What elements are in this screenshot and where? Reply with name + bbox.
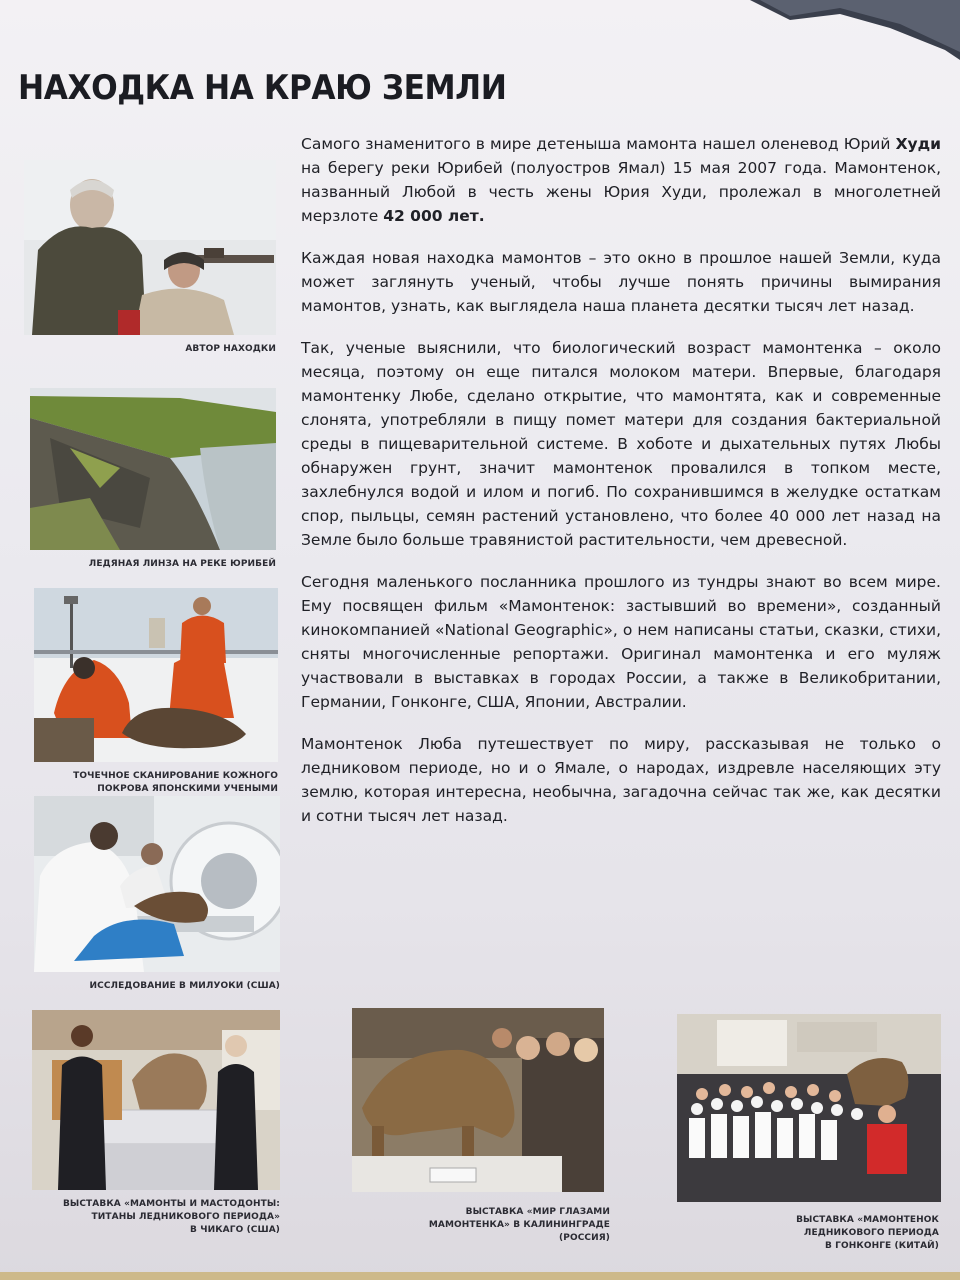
caption-milwaukee: ИССЛЕДОВАНИЕ В МИЛУОКИ (США) (89, 981, 280, 991)
caption-hongkong: ВЫСТАВКА «МАМОНТЕНОК ЛЕДНИКОВОГО ПЕРИОДА В ГОНКОНГЕ (КИТАЙ) (796, 1215, 939, 1251)
paragraph-1: Самого знаменитого в мире детеныша мамонта нашел оленевод Юрий Худи на берегу реки Юрибей (полуостров Ямал) 15 мая 2007 года. Мамонтенок, названный Любой в честь жены Юрия Худи, пролежал в многолетней мерзлоте 42 000 лет. (301, 135, 941, 225)
paragraph-2: Каждая новая находка мамонтов – это окно в прошлое нашей Земли, куда может заглянуть ученый, чтобы лучше понять причины вымирания мамонтов, узнать, как выглядела наша планета десятки тысяч лет назад. (301, 249, 941, 315)
caption-chicago: ВЫСТАВКА «МАМОНТЫ И МАСТОДОНТЫ: ТИТАНЫ ЛЕДНИКОВОГО ПЕРИОДА» В ЧИКАГО (США) (62, 1199, 280, 1235)
photo-kaliningrad (352, 1008, 604, 1192)
photo-ice-lens (30, 388, 276, 550)
photo-hongkong (677, 1014, 941, 1202)
photo-milwaukee (34, 796, 280, 972)
decorative-corner (750, 0, 960, 60)
paragraph-5: Мамонтенок Люба путешествует по миру, рассказывая не только о ледниковом периоде, но и о Ямале, о народах, издревле населяющих эту землю, которая интересна, необычна, загадочна сейчас так же, как десятки и сотни тысяч лет назад. (301, 735, 941, 825)
photo-author (24, 160, 276, 335)
article-text (301, 132, 941, 846)
paragraph-3: Так, ученые выяснили, что биологический возраст мамонтенка – около месяца, поэтому он еще питался молоком матери. Впервые, благодаря мамонтенку Любе, сделано открытие, что мамонтята, как и современные слонята, употребляли в пищу помет матери для создания бактериальной среды в пищеварительной системе. В хоботе и дыхательных путях Любы обнаружен грунт, значит мамонтенок провалился в топком месте, захлебнулся водой и илом и погиб. По сохранившимся в желудке остаткам спор, пыльцы, семян растений установлено, что более 40 000 лет назад на Земле было больше травянистой растительности, чем древесной. (301, 339, 941, 549)
photo-scanning (34, 588, 278, 762)
caption-scanning: ТОЧЕЧНОЕ СКАНИРОВАНИЕ КОЖНОГО ПОКРОВА ЯПОНСКИМИ УЧЕНЫМИ (73, 771, 278, 794)
photo-chicago (32, 1010, 280, 1190)
page-title: НАХОДКА НА КРАЮ ЗЕМЛИ (18, 68, 507, 108)
caption-ice-lens: ЛЕДЯНАЯ ЛИНЗА НА РЕКЕ ЮРИБЕЙ (88, 559, 276, 569)
caption-kaliningrad: ВЫСТАВКА «МИР ГЛАЗАМИ МАМОНТЕНКА» В КАЛИНИНГРАДЕ (РОССИЯ) (428, 1207, 610, 1243)
bottom-border (0, 1272, 960, 1280)
caption-author: АВТОР НАХОДКИ (185, 344, 276, 354)
paragraph-4: Сегодня маленького посланника прошлого из тундры знают во всем мире. Ему посвящен фильм «Мамонтенок: застывший во времени», созданный кинокомпанией «National Geographic», о нем написаны статьи, сказки, стихи, сняты многочисленные репортажи. Оригинал мамонтенка и его муляж участвовали в выставках в городах России, а также в Великобритании, Германии, Гонконге, США, Японии, Австралии. (301, 573, 941, 711)
